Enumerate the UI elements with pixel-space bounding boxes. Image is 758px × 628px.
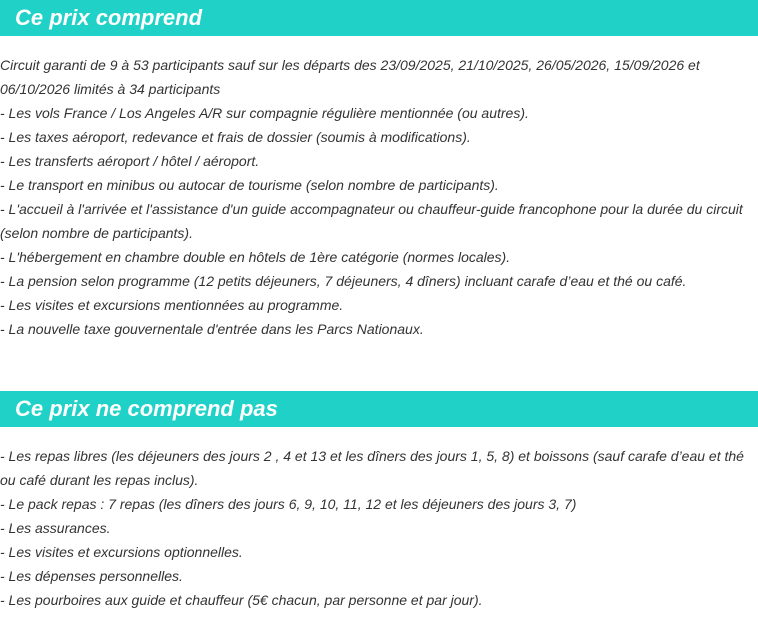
includes-line: - Le transport en minibus ou autocar de tourisme (selon nombre de participants). — [0, 177, 499, 193]
includes-line: Circuit garanti de 9 à 53 participants sauf sur les départs des 23/09/2025, 21/10/2025, 26/05/2026, 15/09/2026 et 06/10/2026 limités à 34 participants — [0, 57, 700, 97]
includes-line: - L'hébergement en chambre double en hôtels de 1ère catégorie (normes locales). — [0, 249, 511, 265]
excludes-line: - Les assurances. — [0, 520, 111, 536]
section-header-excludes — [0, 391, 758, 427]
includes-line: - La pension selon programme (12 petits déjeuners, 7 déjeuners, 4 dîners) incluant carafe d’eau et thé ou café. — [0, 273, 687, 289]
includes-list — [0, 53, 758, 341]
includes-line: - Les transferts aéroport / hôtel / aéroport. — [0, 153, 260, 169]
includes-line: - Les visites et excursions mentionnées au programme. — [0, 297, 344, 313]
excludes-line: - Les pourboires aux guide et chauffeur (5€ chacun, par personne et par jour). — [0, 592, 483, 608]
excludes-line: - Les visites et excursions optionnelles. — [0, 544, 243, 560]
section-header-includes — [0, 0, 758, 36]
excludes-list — [0, 444, 758, 612]
section-title-excludes: Ce prix ne comprend pas — [15, 396, 278, 421]
includes-line: - L'accueil à l'arrivée et l'assistance d'un guide accompagnateur ou chauffeur-guide francophone pour la durée du circuit (selon nombre de participants). — [0, 201, 743, 241]
excludes-line: - Les dépenses personnelles. — [0, 568, 183, 584]
section-title-includes: Ce prix comprend — [15, 5, 203, 30]
includes-line: - Les taxes aéroport, redevance et frais de dossier (soumis à modifications). — [0, 129, 471, 145]
excludes-line: - Le pack repas : 7 repas (les dîners des jours 6, 9, 10, 11, 12 et les déjeuners des jours 3, 7) — [0, 496, 577, 512]
includes-line: - Les vols France / Los Angeles A/R sur compagnie régulière mentionnée (ou autres). — [0, 105, 529, 121]
excludes-line: - Les repas libres (les déjeuners des jours 2 , 4 et 13 et les dîners des jours 1, 5, 8) et boissons (sauf carafe d’eau et thé ou café durant les repas inclus). — [0, 448, 744, 488]
includes-line: - La nouvelle taxe gouvernentale d'entrée dans les Parcs Nationaux. — [0, 321, 424, 337]
